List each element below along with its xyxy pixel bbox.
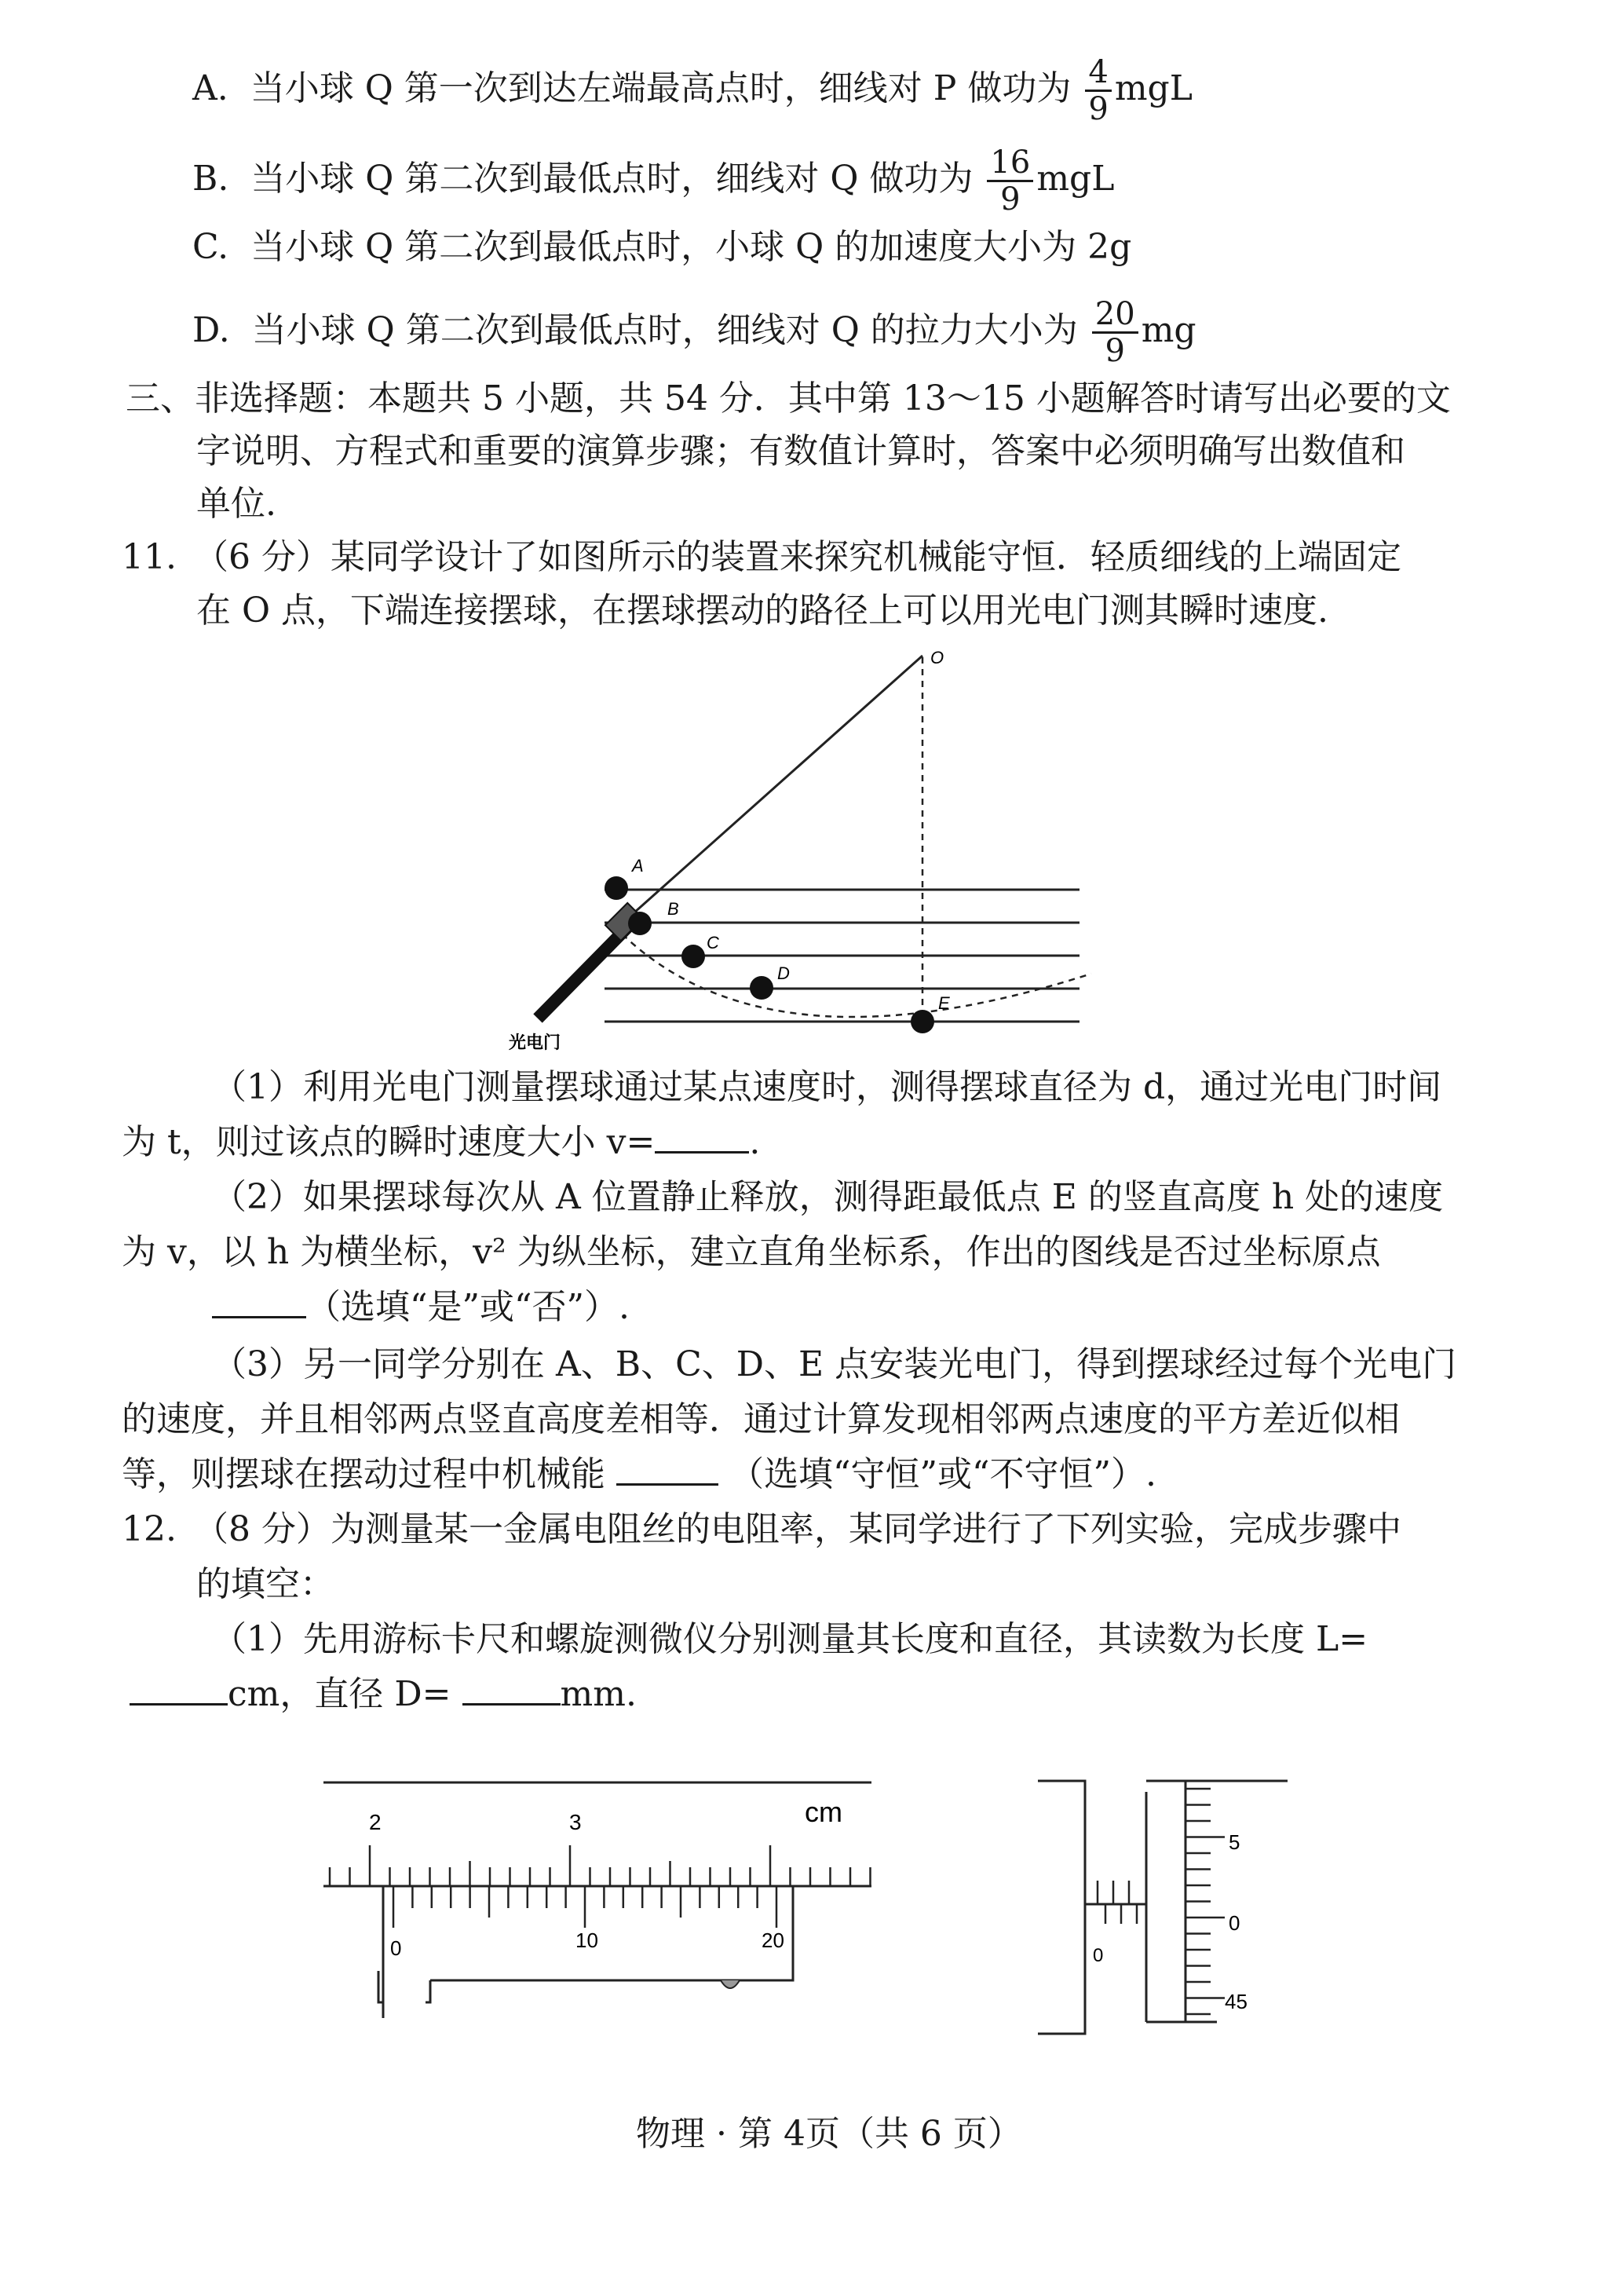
q11-part1-answer-line: 为 t，则过该点的瞬时速度大小 v= .	[122, 1119, 760, 1166]
label-b: B	[667, 899, 679, 919]
label-c: C	[707, 933, 719, 952]
label-e: E	[938, 993, 950, 1013]
fraction: $\frac{4}{9}$	[1085, 55, 1111, 126]
q12-part1: （1）先用游标卡尺和螺旋测微仪分别测量其长度和直径，其读数为长度 L=	[212, 1619, 1368, 1659]
answer-blank[interactable]	[616, 1452, 718, 1486]
option-c: C. 当小球 Q 第二次到最低点时，小球 Q 的加速度大小为 2g	[192, 227, 1132, 267]
section-text: 单位.	[196, 484, 276, 524]
main-scale-2: 2	[369, 1810, 382, 1834]
question-12-stem: 12. （8 分）为测量某一金属电阻丝的电阻率，某同学进行了下列实验，完成步骤中	[122, 1509, 1401, 1549]
q11-part3: 的速度，并且相邻两点竖直高度差相等．通过计算发现相邻两点速度的平方差近似相	[122, 1399, 1400, 1439]
question-11-stem: 在 O 点，下端连接摆球，在摆球摆动的路径上可以用光电门测其瞬时速度.	[196, 590, 1329, 631]
thimble-5: 5	[1229, 1830, 1240, 1854]
q12-part1-answer-line: cm，直径 D= mm.	[130, 1671, 637, 1718]
photogate-label: 光电门	[509, 1033, 561, 1052]
q11-part2: 为 v，以 h 为横坐标，v² 为纵坐标，建立直角坐标系，作出的图线是否过坐标原点	[122, 1232, 1381, 1272]
vernier-20: 20	[762, 1929, 784, 1952]
question-12-stem: 的填空：	[196, 1564, 334, 1604]
vernier-caliper-figure	[314, 1767, 895, 2018]
answer-blank[interactable]	[655, 1120, 749, 1153]
thimble-0: 0	[1229, 1911, 1240, 1935]
answer-blank[interactable]	[462, 1672, 561, 1706]
caliper-unit: cm	[805, 1796, 842, 1828]
option-d: D. 当小球 Q 第二次到最低点时，细线对 Q 的拉力大小为 $\frac{20}{9}$ mg	[192, 296, 1196, 369]
q11-part3-answer-line: 等，则摆球在摆动过程中机械能 （选填“守恒”或“不守恒”）.	[122, 1451, 1156, 1498]
q11-part2-answer-line: （选填“是”或“否”）.	[212, 1284, 630, 1331]
label-o: O	[930, 648, 944, 667]
option-a: A. 当小球 Q 第一次到达左端最高点时，细线对 P 做功为 $\frac{4}{9}$ mgL	[192, 54, 1193, 127]
q11-part1: （1）利用光电门测量摆球通过某点速度时，测得摆球直径为 d，通过光电门时间	[212, 1067, 1442, 1107]
q11-part3: （3）另一同学分别在 A、B、C、D、E 点安装光电门，得到摆球经过每个光电门	[212, 1344, 1457, 1384]
section-heading: 三、非选择题：本题共 5 小题，共 54 分．其中第 13～15 小题解答时请写出必要的文	[126, 378, 1451, 419]
page-footer: 物理 · 第 4页（共 6 页）	[636, 2114, 1022, 2154]
pendulum-figure	[502, 640, 1115, 1064]
section-text: 字说明、方程式和重要的演算步骤；有数值计算时，答案中必须明确写出数值和	[196, 431, 1405, 471]
label-d: D	[777, 963, 790, 983]
main-scale-3: 3	[569, 1810, 582, 1834]
fraction: $\frac{16}{9}$	[987, 145, 1033, 217]
label-a: A	[632, 856, 644, 876]
q11-part2: （2）如果摆球每次从 A 位置静止释放，测得距最低点 E 的竖直高度 h 处的速度	[212, 1177, 1444, 1217]
micrometer-figure	[1036, 1775, 1303, 2042]
vernier-0: 0	[390, 1936, 402, 1960]
option-b: B. 当小球 Q 第二次到最低点时，细线对 Q 做功为 $\frac{16}{9}$ mgL	[192, 144, 1115, 218]
sleeve-zero: 0	[1093, 1945, 1104, 1966]
answer-blank[interactable]	[130, 1672, 228, 1706]
question-11-stem: 11. （6 分）某同学设计了如图所示的装置来探究机械能守恒．轻质细线的上端固定	[122, 537, 1401, 577]
thimble-45: 45	[1225, 1990, 1248, 2013]
vernier-10: 10	[575, 1929, 598, 1952]
answer-blank[interactable]	[212, 1285, 306, 1318]
fraction: $\frac{20}{9}$	[1092, 297, 1138, 368]
